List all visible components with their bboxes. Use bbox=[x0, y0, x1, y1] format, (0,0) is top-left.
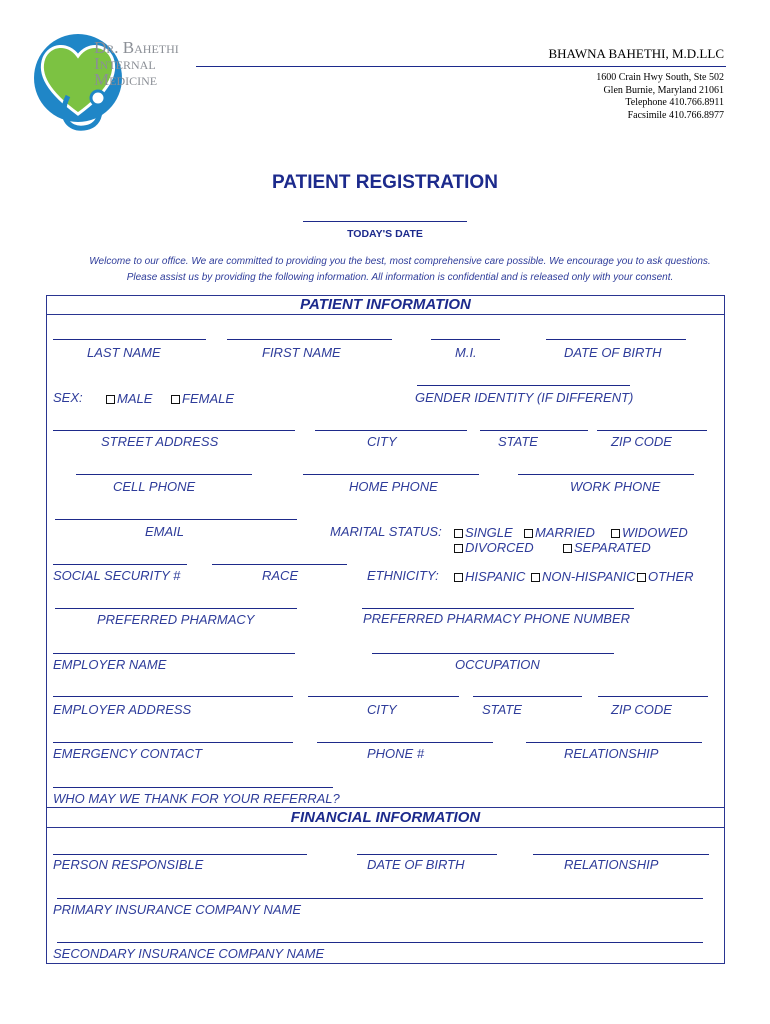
employer-address-field[interactable] bbox=[53, 696, 293, 697]
ssn-field[interactable] bbox=[53, 564, 187, 565]
financial-relationship-field[interactable] bbox=[533, 854, 709, 855]
pharmacy-phone-label: PREFERRED PHARMACY PHONE NUMBER bbox=[363, 611, 631, 626]
marital-married-option[interactable] bbox=[524, 525, 595, 540]
race-label: RACE bbox=[262, 568, 299, 583]
letterhead-rule bbox=[196, 66, 726, 67]
welcome-line-1: Welcome to our office. We are committed to providing you the best, most comprehensive care possible. We encourage you to ask questions. bbox=[89, 256, 711, 267]
marital-divorced-option[interactable] bbox=[454, 540, 534, 555]
financial-relationship-label: RELATIONSHIP bbox=[564, 857, 659, 872]
welcome-line-2: Please assist us by providing the following information. All information is confidential and is released only with your consent. bbox=[126, 272, 674, 283]
employer-state-field[interactable] bbox=[473, 696, 582, 697]
marital-widowed-option[interactable] bbox=[611, 525, 688, 540]
financial-section-heading: FINANCIAL INFORMATION bbox=[290, 809, 481, 826]
logo-line-1: Dr. Bahethi bbox=[94, 38, 179, 57]
first-name-label: FIRST NAME bbox=[262, 345, 341, 360]
employer-name-field[interactable] bbox=[53, 653, 295, 654]
first-name-field[interactable] bbox=[227, 339, 392, 340]
primary-insurance-field[interactable] bbox=[57, 898, 703, 899]
cell-phone-field[interactable] bbox=[76, 474, 252, 475]
gender-identity-label: GENDER IDENTITY (IF DIFFERENT) bbox=[415, 390, 634, 405]
financial-dob-field[interactable] bbox=[357, 854, 497, 855]
other-label: OTHER bbox=[648, 569, 694, 584]
email-field[interactable] bbox=[55, 519, 297, 520]
emergency-contact-field[interactable] bbox=[53, 742, 293, 743]
logo-line-3: Medicine bbox=[94, 70, 158, 89]
race-field[interactable] bbox=[212, 564, 347, 565]
divorced-checkbox[interactable] bbox=[454, 544, 463, 553]
emergency-phone-label: PHONE # bbox=[367, 746, 425, 761]
todays-date-field[interactable] bbox=[303, 221, 467, 222]
employer-name-label: EMPLOYER NAME bbox=[53, 657, 167, 672]
state-label: STATE bbox=[498, 434, 538, 449]
facsimile: Facsimile 410.766.8977 bbox=[627, 109, 724, 121]
home-phone-label: HOME PHONE bbox=[349, 479, 438, 494]
occupation-field[interactable] bbox=[372, 653, 614, 654]
single-label: SINGLE bbox=[465, 525, 513, 540]
employer-zip-label: ZIP CODE bbox=[611, 702, 672, 717]
zip-label: ZIP CODE bbox=[611, 434, 672, 449]
separated-label: SEPARATED bbox=[574, 540, 651, 555]
male-checkbox[interactable] bbox=[106, 395, 115, 404]
responsible-label: PERSON RESPONSIBLE bbox=[53, 857, 204, 872]
responsible-field[interactable] bbox=[53, 854, 307, 855]
secondary-insurance-label: SECONDARY INSURANCE COMPANY NAME bbox=[53, 946, 325, 961]
other-checkbox[interactable] bbox=[637, 573, 646, 582]
married-label: MARRIED bbox=[535, 525, 595, 540]
address-line-2: Glen Burnie, Maryland 21061 bbox=[603, 84, 724, 96]
financial-top-rule bbox=[46, 807, 725, 808]
street-address-label: STREET ADDRESS bbox=[101, 434, 219, 449]
emergency-relationship-field[interactable] bbox=[526, 742, 702, 743]
occupation-label: OCCUPATION bbox=[455, 657, 540, 672]
ethnicity-hispanic-option[interactable] bbox=[454, 569, 525, 584]
financial-dob-label: DATE OF BIRTH bbox=[367, 857, 465, 872]
female-label: FEMALE bbox=[182, 391, 235, 406]
patient-section-heading: PATIENT INFORMATION bbox=[300, 296, 471, 313]
sex-label: SEX: bbox=[53, 390, 83, 405]
employer-state-label: STATE bbox=[482, 702, 522, 717]
last-name-label: LAST NAME bbox=[87, 345, 161, 360]
marital-status-label: MARITAL STATUS: bbox=[330, 524, 442, 539]
widowed-label: WIDOWED bbox=[622, 525, 688, 540]
separated-checkbox[interactable] bbox=[563, 544, 572, 553]
employer-zip-field[interactable] bbox=[598, 696, 708, 697]
gender-identity-field[interactable] bbox=[417, 385, 630, 386]
last-name-field[interactable] bbox=[53, 339, 206, 340]
letterhead-contact bbox=[596, 72, 724, 122]
pharmacy-field[interactable] bbox=[55, 608, 297, 609]
employer-city-label: CITY bbox=[367, 702, 397, 717]
emergency-relationship-label: RELATIONSHIP bbox=[564, 746, 659, 761]
male-label: MALE bbox=[117, 391, 153, 406]
pharmacy-label: PREFERRED PHARMACY bbox=[97, 612, 255, 627]
practice-logo bbox=[28, 26, 198, 138]
email-label: EMAIL bbox=[145, 524, 185, 539]
marital-single-option[interactable] bbox=[454, 525, 513, 540]
emergency-contact-label: EMERGENCY CONTACT bbox=[53, 746, 203, 761]
ethnicity-other-option[interactable] bbox=[637, 569, 694, 584]
todays-date-label: TODAY'S DATE bbox=[347, 228, 423, 240]
referral-label: WHO MAY WE THANK FOR YOUR REFERRAL? bbox=[53, 791, 340, 806]
referral-field[interactable] bbox=[53, 787, 333, 788]
welcome-text bbox=[0, 254, 770, 286]
dob-field[interactable] bbox=[546, 339, 686, 340]
work-phone-field[interactable] bbox=[518, 474, 694, 475]
work-phone-label: WORK PHONE bbox=[570, 479, 661, 494]
widowed-checkbox[interactable] bbox=[611, 529, 620, 538]
nonhispanic-label: NON-HISPANIC bbox=[542, 569, 636, 584]
hispanic-label: HISPANIC bbox=[465, 569, 526, 584]
ssn-label: SOCIAL SECURITY # bbox=[53, 568, 181, 583]
employer-city-field[interactable] bbox=[308, 696, 459, 697]
city-label: CITY bbox=[367, 434, 397, 449]
street-address-field[interactable] bbox=[53, 430, 295, 431]
married-checkbox[interactable] bbox=[524, 529, 533, 538]
telephone: Telephone 410.766.8911 bbox=[625, 97, 724, 108]
sex-male-option[interactable] bbox=[106, 391, 152, 406]
primary-insurance-label: PRIMARY INSURANCE COMPANY NAME bbox=[53, 902, 302, 917]
sex-female-option[interactable] bbox=[171, 391, 234, 406]
dob-label: DATE OF BIRTH bbox=[564, 345, 662, 360]
emergency-phone-field[interactable] bbox=[317, 742, 493, 743]
ethnicity-label: ETHNICITY: bbox=[367, 568, 439, 583]
secondary-insurance-field[interactable] bbox=[57, 942, 703, 943]
pharmacy-phone-field[interactable] bbox=[362, 608, 634, 609]
financial-header-rule bbox=[46, 827, 725, 828]
mi-label: M.I. bbox=[455, 345, 477, 360]
home-phone-field[interactable] bbox=[303, 474, 479, 475]
state-field[interactable] bbox=[480, 430, 588, 431]
page-title: PATIENT REGISTRATION bbox=[272, 172, 498, 193]
nonhispanic-checkbox[interactable] bbox=[531, 573, 540, 582]
divorced-label: DIVORCED bbox=[465, 540, 534, 555]
patient-header-rule bbox=[46, 314, 725, 315]
ethnicity-nonhispanic-option[interactable] bbox=[531, 569, 636, 584]
city-field[interactable] bbox=[315, 430, 467, 431]
mi-field[interactable] bbox=[431, 339, 500, 340]
practice-name: BHAWNA BAHETHI, M.D.LLC bbox=[548, 46, 724, 61]
single-checkbox[interactable] bbox=[454, 529, 463, 538]
hispanic-checkbox[interactable] bbox=[454, 573, 463, 582]
marital-separated-option[interactable] bbox=[563, 540, 651, 555]
logo-line-2: Internal bbox=[94, 54, 156, 73]
zip-field[interactable] bbox=[597, 430, 707, 431]
cell-phone-label: CELL PHONE bbox=[113, 479, 196, 494]
female-checkbox[interactable] bbox=[171, 395, 180, 404]
address-line-1: 1600 Crain Hwy South, Ste 502 bbox=[596, 72, 724, 83]
employer-address-label: EMPLOYER ADDRESS bbox=[53, 702, 192, 717]
